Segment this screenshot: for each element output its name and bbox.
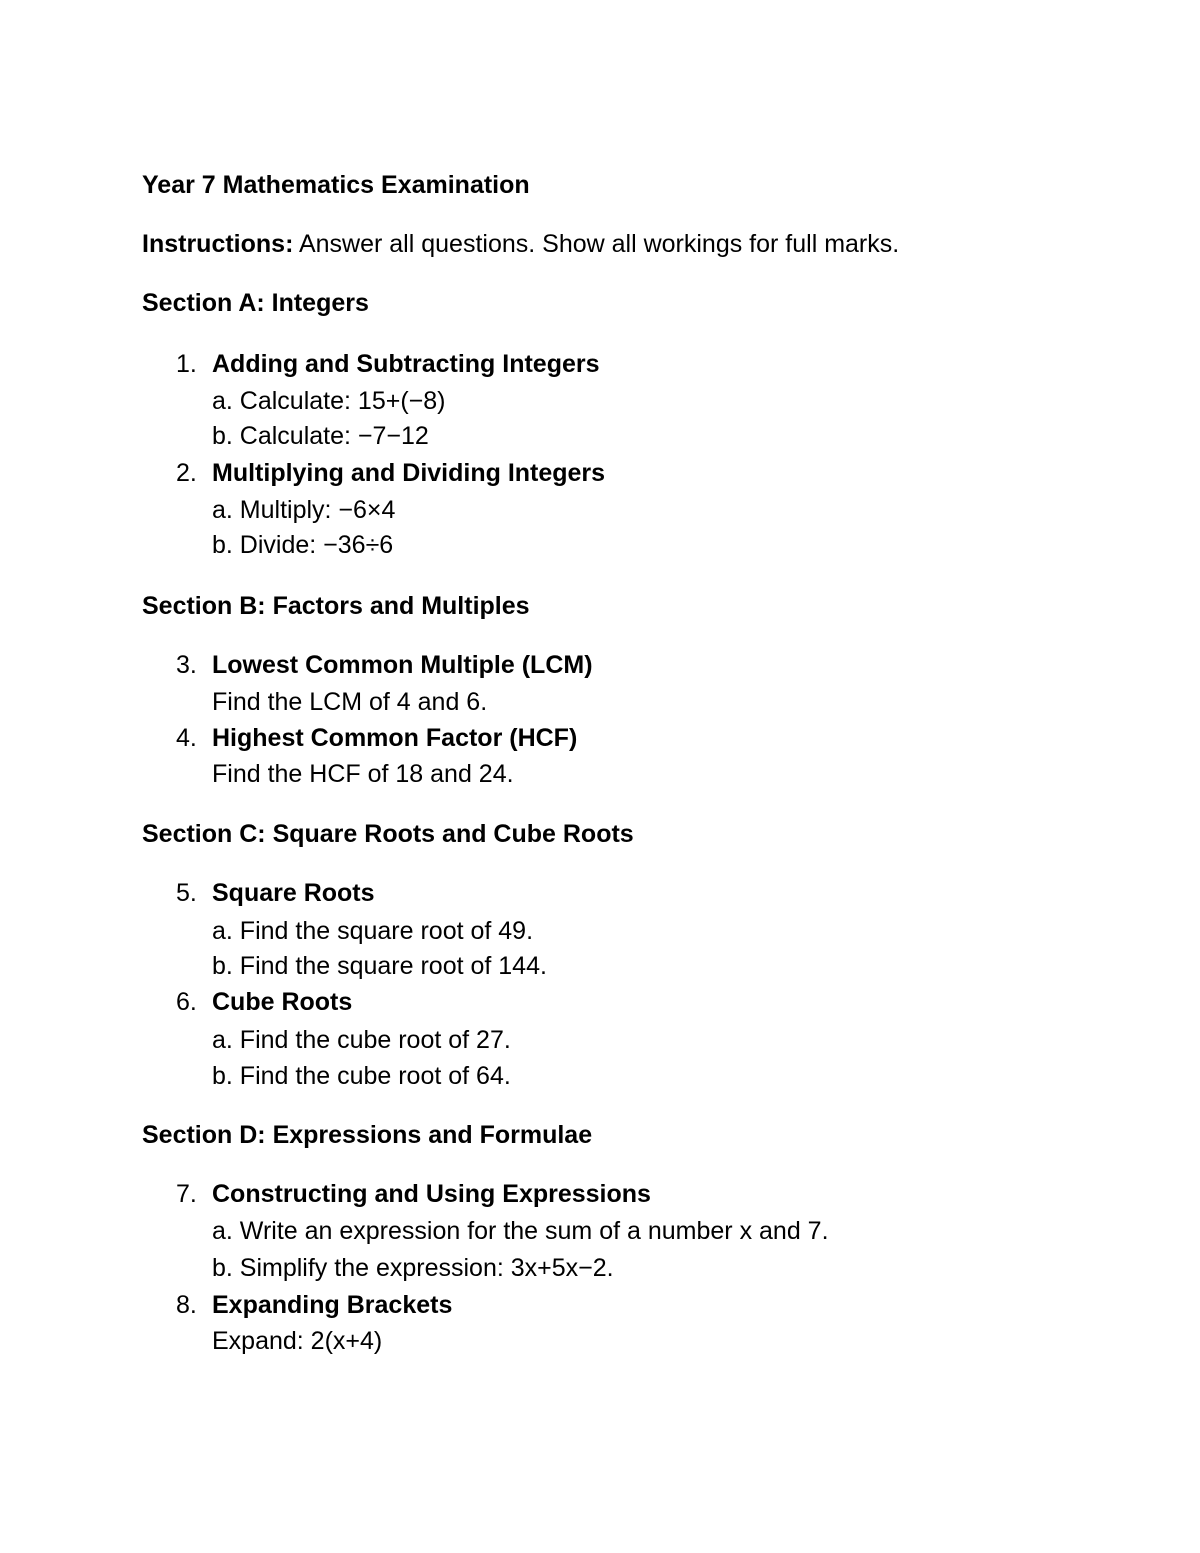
question-number: 3.: [176, 651, 197, 679]
question-number: 1.: [176, 350, 197, 378]
exam-title: Year 7 Mathematics Examination: [142, 171, 530, 199]
question-part: b. Divide: −36÷6: [212, 531, 394, 559]
question-part: b. Simplify the expression: 3x+5x−2.: [212, 1254, 614, 1282]
question-title: Lowest Common Multiple (LCM): [212, 651, 593, 679]
instructions-text: Answer all questions. Show all workings for full marks.: [293, 230, 900, 258]
question-number: 4.: [176, 724, 197, 752]
question-title: Constructing and Using Expressions: [212, 1180, 651, 1208]
question-part: a. Write an expression for the sum of a number x and 7.: [212, 1217, 829, 1245]
question-number: 7.: [176, 1180, 197, 1208]
question-part: a. Find the cube root of 27.: [212, 1026, 511, 1054]
question-number: 8.: [176, 1291, 197, 1319]
question-title: Square Roots: [212, 879, 375, 907]
question-number: 5.: [176, 879, 197, 907]
question-text: Expand: 2(x+4): [212, 1327, 383, 1355]
question-part: a. Multiply: −6×4: [212, 496, 396, 524]
question-text: Find the HCF of 18 and 24.: [212, 760, 514, 788]
instructions-label: Instructions:: [142, 230, 294, 258]
question-part: b. Calculate: −7−12: [212, 422, 429, 450]
question-part: b. Find the square root of 144.: [212, 952, 547, 980]
question-title: Multiplying and Dividing Integers: [212, 459, 606, 487]
section-d-heading: Section D: Expressions and Formulae: [142, 1121, 593, 1149]
question-part: b. Find the cube root of 64.: [212, 1062, 511, 1090]
section-a-heading: Section A: Integers: [142, 289, 369, 317]
question-number: 2.: [176, 459, 197, 487]
question-title: Expanding Brackets: [212, 1291, 453, 1319]
section-c-heading: Section C: Square Roots and Cube Roots: [142, 820, 634, 848]
question-part: a. Calculate: 15+(−8): [212, 387, 446, 415]
instructions: [142, 229, 899, 259]
question-text: Find the LCM of 4 and 6.: [212, 688, 488, 716]
section-b-heading: Section B: Factors and Multiples: [142, 592, 530, 620]
question-number: 6.: [176, 988, 197, 1016]
question-title: Adding and Subtracting Integers: [212, 350, 600, 378]
question-title: Cube Roots: [212, 988, 353, 1016]
question-title: Highest Common Factor (HCF): [212, 724, 578, 752]
question-part: a. Find the square root of 49.: [212, 917, 534, 945]
